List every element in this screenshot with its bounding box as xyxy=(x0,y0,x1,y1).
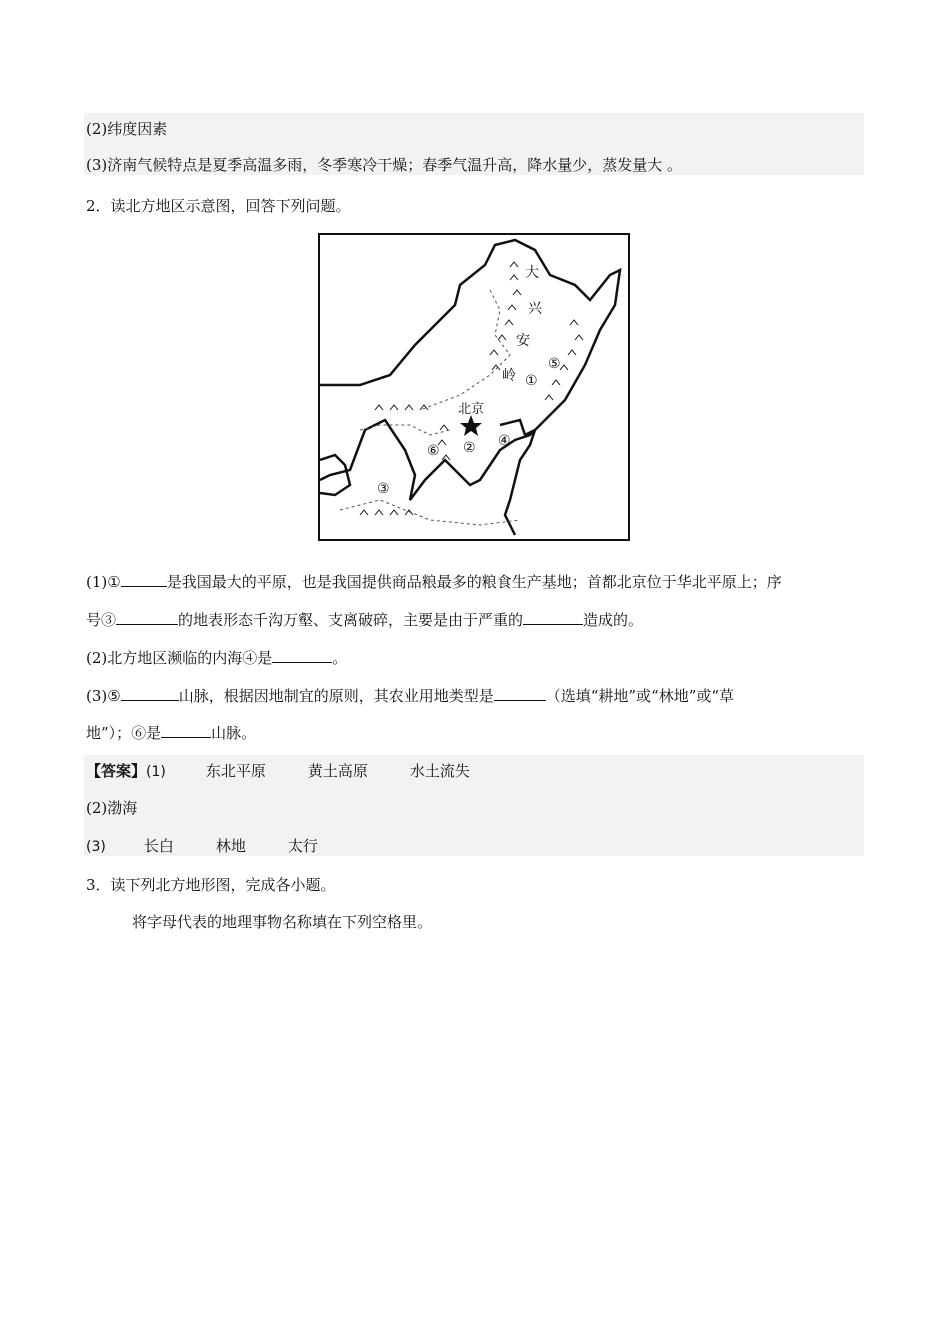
blank-land-use[interactable] xyxy=(494,686,546,701)
answer-2-num3: (3) xyxy=(86,839,106,855)
question-2-stem: 2．读北方地区示意图，回答下列问题。 xyxy=(86,197,351,215)
q2-part1-text: 是我国最大的平原，也是我国提供商品粮最多的粮食生产基地；首都北京位于华北平原上；序 xyxy=(166,573,782,591)
answer-2-line2: (2)渤海 xyxy=(86,799,138,817)
q2-part3-line1 xyxy=(86,686,734,706)
map-svg xyxy=(320,235,628,539)
q2-part1-text3: 造成的。 xyxy=(583,611,644,629)
dashed-boundary-2 xyxy=(360,425,450,435)
answer-2-val5: 林地 xyxy=(215,837,246,855)
blank-3[interactable] xyxy=(116,610,178,625)
map-label-beijing: 北京 xyxy=(458,402,485,417)
q2-part3-text: 山脉，根据因地制宜的原则，其农业用地类型是 xyxy=(178,687,494,705)
map-label-2: ② xyxy=(463,440,476,456)
map-label-da: 大 xyxy=(525,265,539,281)
q2-part1-line1 xyxy=(86,572,782,592)
map-label-6: ⑥ xyxy=(427,443,440,459)
blank-5[interactable] xyxy=(121,686,179,701)
q2-part2 xyxy=(86,648,347,668)
q2-part1-line2 xyxy=(86,610,643,630)
map-label-xing: 兴 xyxy=(528,301,542,317)
q2-part2-end: 。 xyxy=(332,649,348,667)
q2-part1-text2: 的地表形态千沟万壑、支离破碎，主要是由于严重的 xyxy=(178,611,524,629)
dashed-boundary-3 xyxy=(340,500,520,525)
blank-4[interactable] xyxy=(272,648,332,663)
map-label-5: ⑤ xyxy=(548,356,561,372)
blank-6[interactable] xyxy=(161,723,211,738)
answer-2-val3: 水土流失 xyxy=(409,762,470,780)
map-outline xyxy=(320,240,620,500)
q2-part1-prefix: (1)① xyxy=(86,573,121,591)
q2-part3-end: 山脉。 xyxy=(211,724,257,742)
mountain-symbols xyxy=(360,262,583,515)
answer-2-val1: 东北平原 xyxy=(205,762,266,780)
q2-part3-line2 xyxy=(86,723,256,743)
answer-label: 【答案】 xyxy=(86,762,147,780)
q2-part3-text2: 地”）；⑥是 xyxy=(86,724,162,742)
answer-2-val2: 黄土高原 xyxy=(307,762,368,780)
q2-part2-text: (2)北方地区濒临的内海④是 xyxy=(86,649,273,667)
question-3-stem: 3．读下列北方地形图，完成各小题。 xyxy=(86,876,336,894)
answer-line-2: (2)纬度因素 xyxy=(86,120,168,138)
blank-cause[interactable] xyxy=(523,610,583,625)
answer-2-num1: (1) xyxy=(146,764,166,780)
map-label-1: ① xyxy=(525,373,538,389)
blank-1[interactable] xyxy=(121,572,167,587)
q2-part1-prefix2: 号③ xyxy=(86,611,117,629)
q2-part3-prefix: (3)⑤ xyxy=(86,687,121,705)
map-label-ling: 岭 xyxy=(502,368,516,384)
map-label-4: ④ xyxy=(498,433,511,449)
dashed-boundary-1 xyxy=(420,290,510,410)
q2-part3-options: （选填“耕地”或“林地”或“草 xyxy=(545,687,735,705)
answer-2-line3 xyxy=(86,836,318,857)
answer-2-val6: 太行 xyxy=(287,837,318,855)
north-china-map xyxy=(318,233,630,541)
map-label-an: 安 xyxy=(516,333,530,349)
beijing-star-icon xyxy=(460,415,482,436)
answer-2-line1 xyxy=(86,761,470,782)
answer-line-3: (3)济南气候特点是夏季高温多雨，冬季寒冷干燥；春季气温升高，降水量少，蒸发量大 。 xyxy=(86,156,683,174)
answer-2-val4: 长白 xyxy=(143,837,174,855)
question-3-note: 将字母代表的地理事物名称填在下列空格里。 xyxy=(132,913,433,931)
map-label-3: ③ xyxy=(377,481,390,497)
